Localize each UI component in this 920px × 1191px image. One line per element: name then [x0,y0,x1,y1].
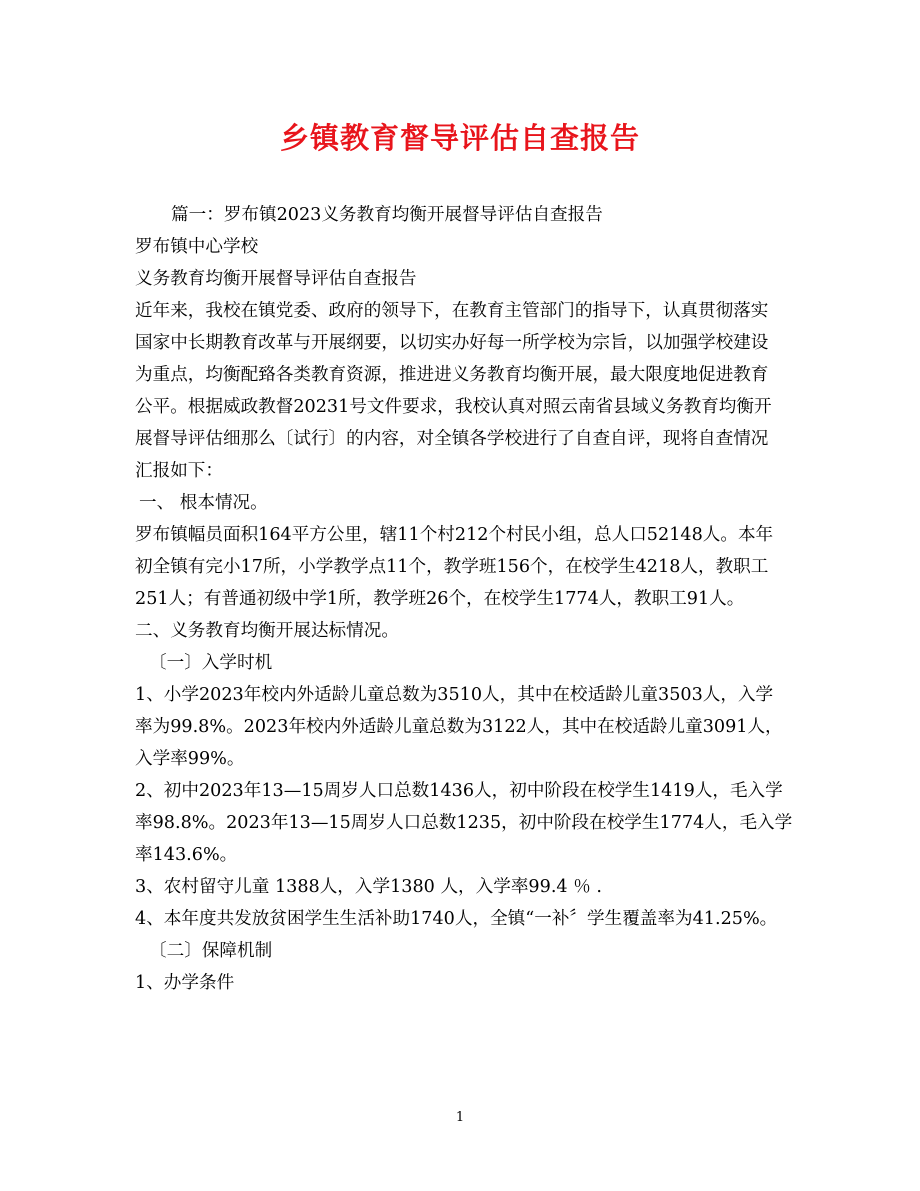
paragraph-line: 汇报如下： [135,461,223,481]
paragraph-line: 展督导评估细那么〔试行〕的内容，对全镇各学校进行了自查自评，现将自查情况 [135,429,769,449]
section-heading: 一、 根本情况。 [139,493,268,513]
paragraph-line: 3、农村留守儿童 1388人，入学1380 人，入学率99.4 ％ . [135,877,602,897]
subsection-heading: 〔二〕保障机制 [149,941,273,961]
paragraph-line: 入学率99%。 [135,749,245,769]
paragraph-line: 初全镇有完小17所，小学教学点11个，教学班156个，在校学生4218人，教职工 [135,557,769,577]
paragraph-line: 罗布镇幅员面积164平方公里，辖11个村212个村民小组，总人口52148人。本年 [135,525,774,545]
page-number: 1 [455,1110,465,1125]
paragraph-line: 251人；有普通初级中学1所，教学班26个，在校学生1774人，教职工91人。 [135,589,745,609]
paragraph-line: 率98.8%。2023年13—15周岁人口总数1235，初中阶段在校学生1774人，毛入学 [135,813,793,833]
paragraph-line: 义务教育均衡开展督导评估自查报告 [135,269,417,289]
paragraph-line: 率为99.8%。2023年校内外适龄儿童总数为3122人，其中在校适龄儿童3091人， [135,717,783,737]
section-heading: 二、义务教育均衡开展达标情况。 [135,621,399,641]
paragraph-line: 为重点，均衡配臵各类教育资源，推进进义务教育均衡开展，最大限度地促进教育 [135,365,769,385]
document-title: 乡镇教育督导评估自查报告 [279,121,640,155]
document-body [135,199,793,999]
paragraph-line: 1、小学2023年校内外适龄儿童总数为3510人，其中在校适龄儿童3503人，入学 [135,685,774,705]
paragraph-line: 篇一：罗布镇2023义务教育均衡开展督导评估自查报告 [171,205,603,225]
paragraph-line: 率143.6%。 [135,845,238,865]
subsection-heading: 〔一〕入学时机 [149,653,273,673]
paragraph-line: 1、办学条件 [135,973,235,993]
paragraph-line: 近年来，我校在镇党委、政府的领导下，在教育主管部门的指导下，认真贯彻落实 [135,301,769,321]
paragraph-line: 国家中长期教育改革与开展纲要，以切实办好每一所学校为宗旨，以加强学校建设 [135,333,769,353]
paragraph-line: 公平。根据威政教督20231号文件要求，我校认真对照云南省县域义务教育均衡开 [135,397,772,417]
paragraph-line: 2、初中2023年13—15周岁人口总数1436人，初中阶段在校学生1419人，毛入学 [135,781,783,801]
paragraph-line: 4、本年度共发放贫困学生生活补助1740人，全镇“一补〞学生覆盖率为41.25%。 [135,909,778,929]
paragraph-line: 罗布镇中心学校 [135,237,259,257]
